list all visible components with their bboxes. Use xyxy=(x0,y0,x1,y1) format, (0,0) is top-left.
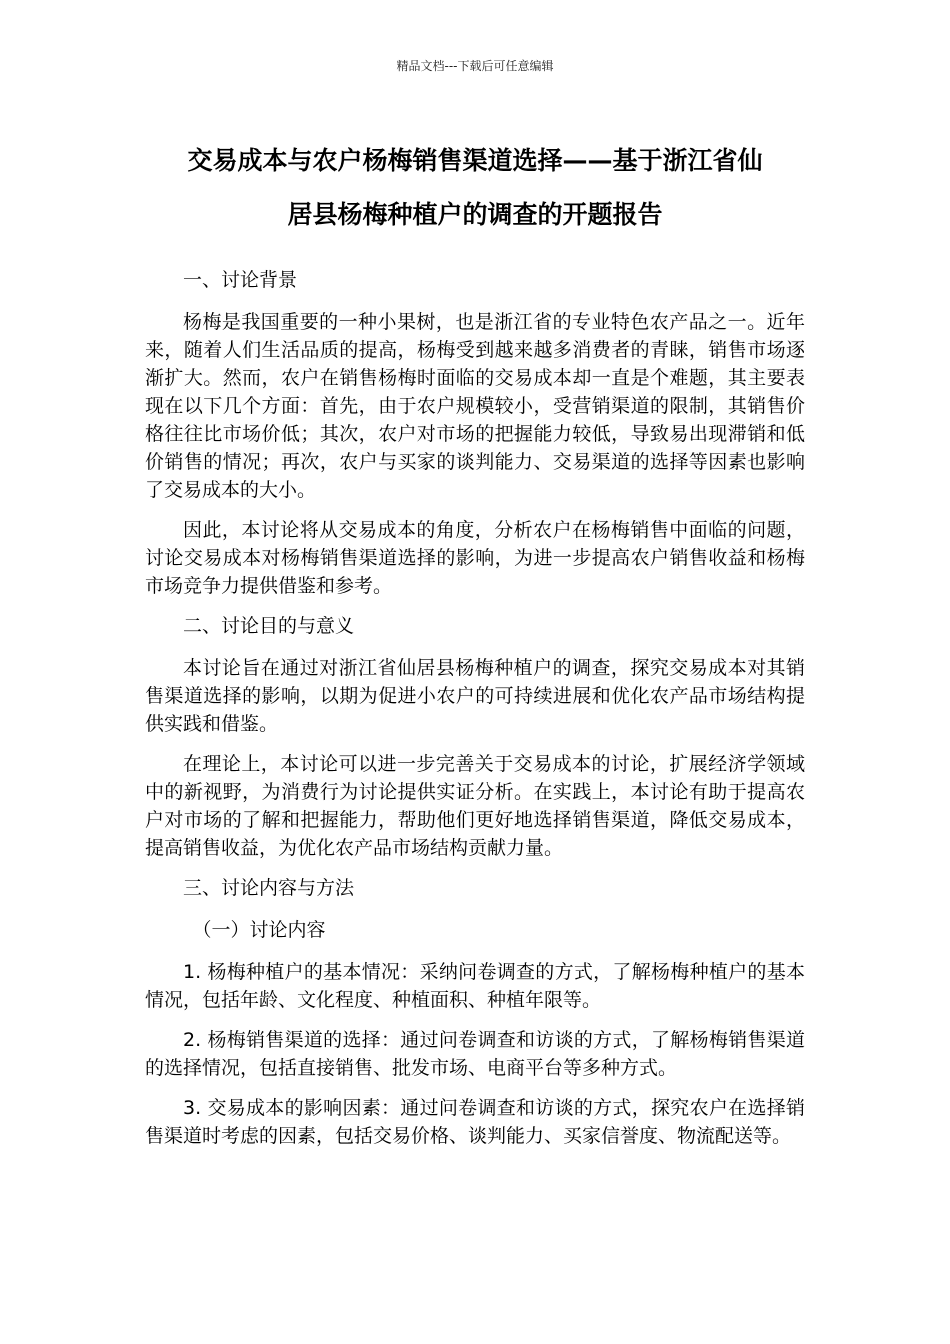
subheading-content: （一）讨论内容 xyxy=(192,919,326,941)
document-title xyxy=(140,134,810,242)
document-body xyxy=(145,266,805,1162)
section-heading-content-method: 三、讨论内容与方法 xyxy=(183,877,355,899)
title-line-2: 居县杨梅种植户的调查的开题报告 xyxy=(287,200,663,229)
title-line-1: 交易成本与农户杨梅销售渠道选择——基于浙江省仙 xyxy=(187,146,763,175)
section-heading-background: 一、讨论背景 xyxy=(183,269,298,291)
paragraph-purpose-2: 在理论上，本讨论可以进一步完善关于交易成本的讨论，扩展经济学领域中的新视野，为消费行为讨论提供实证分析。在实践上，本讨论有助于提高农户对市场的了解和把握能力，帮助他们更好地选择销售渠道，降低交易成本，提高销售收益，为优化农产品市场结构贡献力量。 xyxy=(145,753,805,859)
list-item-sales-channel: 2. 杨梅销售渠道的选择：通过问卷调查和访谈的方式，了解杨梅销售渠道的选择情况，包括直接销售、批发市场、电商平台等多种方式。 xyxy=(145,1029,805,1079)
header-note: 精品文档---下载后可任意编辑 xyxy=(396,59,554,73)
paragraph-purpose-1: 本讨论旨在通过对浙江省仙居县杨梅种植户的调查，探究交易成本对其销售渠道选择的影响，以期为促进小农户的可持续进展和优化农产品市场结构提供实践和借鉴。 xyxy=(145,657,805,735)
list-item-cost-factors: 3. 交易成本的影响因素：通过问卷调查和访谈的方式，探究农户在选择销售渠道时考虑的因素，包括交易价格、谈判能力、买家信誉度、物流配送等。 xyxy=(145,1097,805,1147)
list-item-basic-info: 1. 杨梅种植户的基本情况：采纳问卷调查的方式，了解杨梅种植户的基本情况，包括年龄、文化程度、种植面积、种植年限等。 xyxy=(145,961,805,1011)
section-heading-purpose: 二、讨论目的与意义 xyxy=(183,615,355,637)
paragraph-background-1: 杨梅是我国重要的一种小果树，也是浙江省的专业特色农产品之一。近年来，随着人们生活品质的提高，杨梅受到越来越多消费者的青睐，销售市场逐渐扩大。然而，农户在销售杨梅时面临的交易成本却一直是个难题，其主要表现在以下几个方面：首先，由于农户规模较小，受营销渠道的限制，其销售价格往往比市场价低；其次，农户对市场的把握能力较低，导致易出现滞销和低价销售的情况；再次，农户与买家的谈判能力、交易渠道的选择等因素也影响了交易成本的大小。 xyxy=(145,311,805,501)
paragraph-background-2: 因此，本讨论将从交易成本的角度，分析农户在杨梅销售中面临的问题，讨论交易成本对杨梅销售渠道选择的影响，为进一步提高农户销售收益和杨梅市场竞争力提供借鉴和参考。 xyxy=(145,519,805,597)
